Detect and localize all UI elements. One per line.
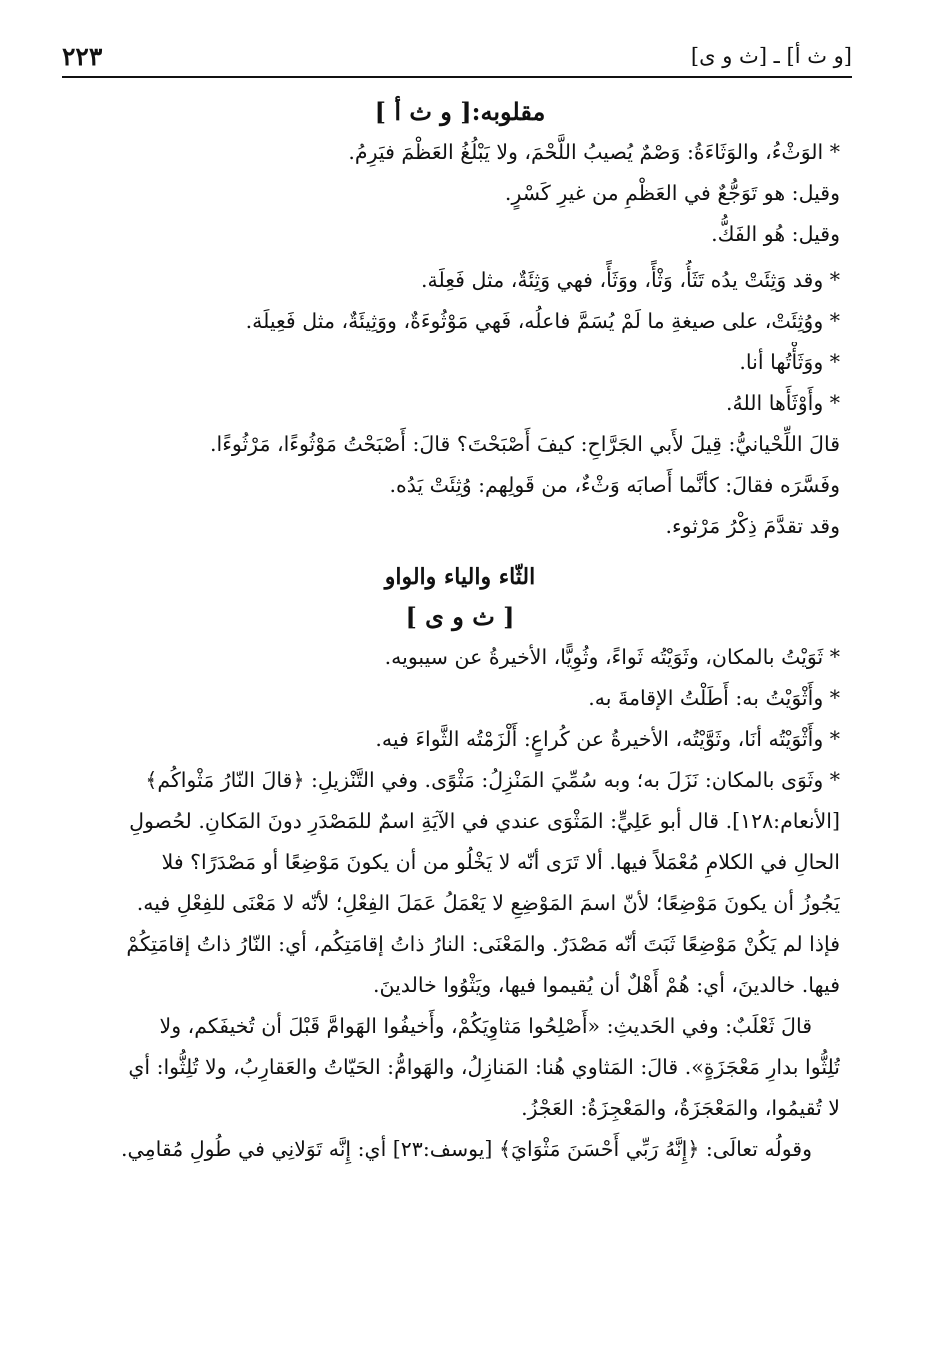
text-line: قالَ اللِّحْيانيُّ: قِيلَ لأَبي الجَرَّاحِ: كيفَ أَصْبَحْتَ؟ قالَ: أَصْبَحْتُ مَوْثُوءًا، مَرْثُوءًا.	[210, 432, 840, 456]
text-line: وقيل: هُو الفَكُّ.	[711, 222, 840, 246]
text-line: وقولُه تعالَى: ﴿إِنَّهُ رَبِّي أَحْسَنَ مَثْوَايَ﴾ [يوسف:٢٣] أي: إِنَّه تَوَلانِي في طُولِ مُقامِي.	[121, 1137, 812, 1161]
text-line: * وأَوْثَأَها اللهُ.	[725, 391, 840, 415]
entry-heading-thwy: [ ث و ى ]	[405, 602, 515, 631]
text-line: فيها. خالدينَ، أي: هُمْ أَهْلٌ أن يُقيموا فيها، ويَثْوُوا خالدينَ.	[372, 973, 840, 997]
text-line: * ووَثَأْتُها أنا.	[739, 350, 840, 374]
running-head: [و ث أ] ـ [ث و ى]	[690, 44, 852, 68]
text-line: وقد تقدَّمَ ذِكْرُ مَرْثوء.	[665, 514, 840, 538]
text-line: * وقد وَثِئَتْ يدُه تَثَأُ، وَثْأً، ووَثَأً، فهي وَثِئَةٌ، مثل فَعِلَة.	[421, 268, 840, 292]
text-line: * ثَوَيْتُ بالمكان، وثَوَيْتُه ثَواءً، وثُوِيًّا، الأخيرةُ عن سيبويه.	[384, 645, 840, 669]
text-line: [الأنعام:١٢٨]. قال أبو عَلِيٍّ: المَثْوَى عندي في الآيَةِ اسمٌ للمَصْدَرِ دونَ المَكانِ. لحُصولِ	[129, 809, 840, 833]
text-line: فإذا لم يَكُنْ مَوْضِعًا ثَبَتَ أنّه مَصْدَرٌ. والمَعْنَى: النارُ ذاتُ إقامَتِكُم، أي: النّارُ ذاتُ إقامَتِكُمْ	[126, 932, 840, 956]
text-line: * ووُثِئَتْ، على صيغةِ ما لَمْ يُسَمَّ فاعلُه، فَهي مَوْثُوءَةٌ، ووَثِيئَةٌ، مثل فَعِيلَة.	[245, 309, 840, 333]
text-line: * وثَوَى بالمكان: نَزَلَ به؛ وبه سُمِّيَ المَنْزِلُ: مَثْوًى. وفي التَّنْزيلِ: ﴿قالَ النّارُ مَثْواكُم﴾	[145, 768, 840, 792]
text-line: لا تُقيمُوا، والمَعْجَزَةُ، والمَعْجِزَةُ: العَجْزُ.	[521, 1096, 840, 1120]
text-line: * وأَثْوَيْتُ به: أَطَلْتُ الإقامةَ به.	[588, 686, 840, 710]
text-line: * الوَثْءُ، والوَثَاءَةُ: وَصْمٌ يُصيبُ اللَّحْمَ، ولا يَبْلُغُ العَظْمَ فيَرِمُ.	[348, 140, 840, 164]
header-rule	[62, 76, 852, 78]
page-number: ٢٢٣	[62, 41, 103, 71]
page-body	[80, 92, 840, 1170]
text-line: * وأَثْوَيْتُه أنَا، وثَوَّيْتُه، الأخيرةُ عن كُراعٍ: أَلْزَمْتُه الثَّواءَ فيه.	[375, 727, 840, 751]
entry-heading-wth: مقلوبه:[ و ث أ ]	[374, 97, 546, 126]
text-line: يَجُوزُ أن يكونَ مَوْضِعًا؛ لأنّ اسمَ المَوْضِعِ لا يَعْمَلُ عَمَلَ الفِعْلِ؛ لأنّه لا مَعْنَى للفِعْلِ فيه.	[136, 891, 840, 915]
text-line: قالَ ثَعْلَبٌ: وفي الحَديثِ: «أَصْلِحُوا مَثاوِيَكُمْ، وأَخيفُوا الهَوامَّ قَبْلَ أن تُخيفَكم، ولا	[159, 1014, 812, 1038]
text-line: تُلِثُّوا بدارِ مَعْجَزَةٍ». قالَ: المَثاوي هُنا: المَنازِلُ، والهَوامُّ: الحَيّاتُ والعَقارِبُ، ولا تُلِثُّوا: أي	[128, 1055, 840, 1079]
section-heading: الثّاء والياء والواو	[384, 564, 536, 590]
text-line: الحالِ في الكلامِ مُعْمَلاً فيها. ألا تَرَى أنّه لا يَخْلُو من أن يكونَ مَوْضِعًا أو مَصْدَرًا؟ فلا	[161, 850, 840, 874]
text-line: وفَسَّرَه فقالَ: كأنَّما أَصابَه وَثْءٌ، من قَولِهم: وُثِئَتْ يَدُه.	[389, 473, 840, 497]
text-line: وقيل: هو تَوَجُّعٌ في العَظْمِ من غيرِ كَسْرٍ.	[504, 181, 840, 205]
page-header	[62, 38, 852, 74]
